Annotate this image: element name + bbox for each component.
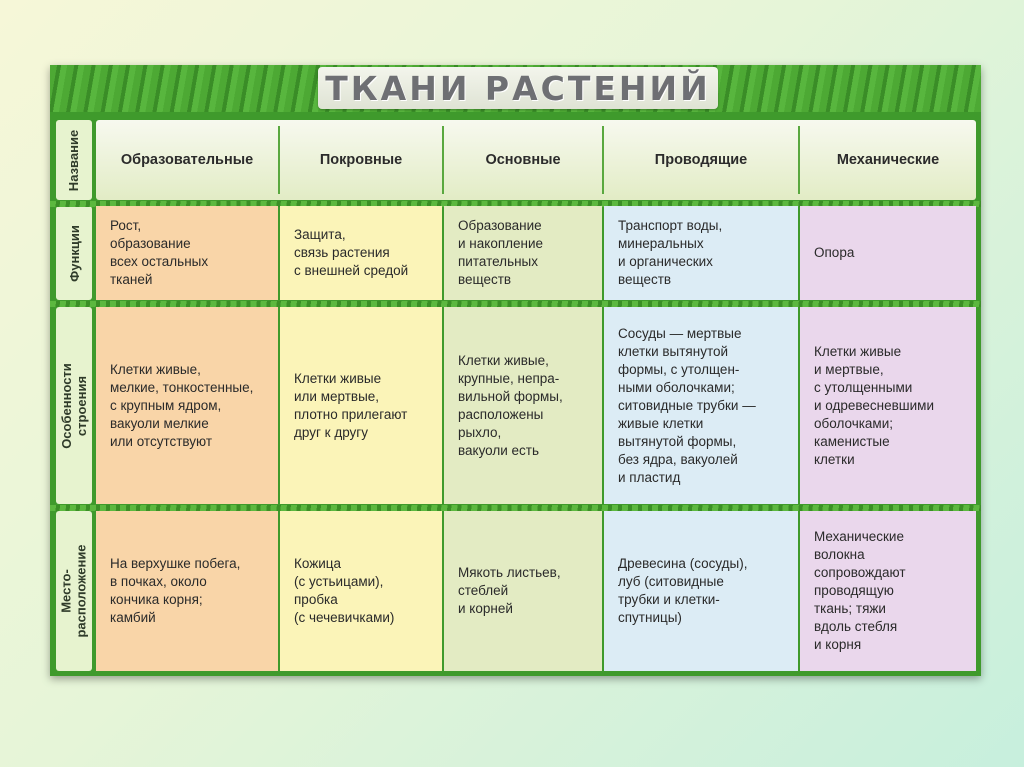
row-label-location <box>56 511 92 671</box>
cell-structure-mechanical: Клетки живые и мертвые, с утолщенными и одревесневшими оболочками; каменистые клетки <box>800 307 976 504</box>
poster-title: ТКАНИ РАСТЕНИЙ <box>325 68 711 108</box>
cell-functions-ground: Образование и накопление питательных веществ <box>444 206 602 300</box>
title-band <box>50 65 981 112</box>
title-plate <box>318 67 718 109</box>
row-structure <box>96 307 976 504</box>
header-educational: Образовательные <box>120 152 254 168</box>
cell-location-mechanical: Механические волокна сопровождают проводящую ткань; тяжи вдоль стебля и корня <box>800 511 976 671</box>
cell-location-educational: На верхушке побега, в почках, около кончика корня; камбий <box>96 511 278 671</box>
row-label-name <box>56 120 92 200</box>
cell-functions-mechanical: Опора <box>800 206 976 300</box>
cell-structure-ground: Клетки живые, крупные, непра- вильной формы, расположены рыхло, вакуоли есть <box>444 307 602 504</box>
header-conducting: Проводящие <box>654 152 748 168</box>
cell-functions-conducting: Транспорт воды, минеральных и органических веществ <box>604 206 798 300</box>
cell-location-conducting: Древесина (сосуды), луб (ситовидные трубки и клетки- спутницы) <box>604 511 798 671</box>
cell-structure-educational: Клетки живые, мелкие, тонкостенные, с крупным ядром, вакуоли мелкие или отсутствуют <box>96 307 278 504</box>
row-label-structure-text: Особенности строения <box>59 362 90 449</box>
header-row <box>96 120 976 200</box>
header-covering: Покровные <box>319 152 403 168</box>
cell-location-covering: Кожица (с устьицами), пробка (с чечевичками) <box>280 511 442 671</box>
row-label-functions-text: Функции <box>66 224 82 282</box>
row-label-location-text: Место- расположение <box>59 544 90 638</box>
row-label-structure <box>56 307 92 504</box>
cell-location-ground: Мякоть листьев, стеблей и корней <box>444 511 602 671</box>
row-label-name-text: Название <box>66 129 82 191</box>
plant-tissues-poster <box>50 65 981 676</box>
cell-functions-covering: Защита, связь растения с внешней средой <box>280 206 442 300</box>
row-label-functions <box>56 206 92 300</box>
cell-structure-covering: Клетки живые или мертвые, плотно прилегают друг к другу <box>280 307 442 504</box>
header-mechanical: Механические <box>836 152 940 168</box>
header-ground: Основные <box>485 152 561 168</box>
row-location <box>96 511 976 671</box>
row-functions <box>96 206 976 300</box>
cell-functions-educational: Рост, образование всех остальных тканей <box>96 206 278 300</box>
cell-structure-conducting: Сосуды — мертвые клетки вытянутой формы, с утолщен- ными оболочками; ситовидные трубки — живые клетки вытянутой формы, без ядра, вакуолей и пластид <box>604 307 798 504</box>
